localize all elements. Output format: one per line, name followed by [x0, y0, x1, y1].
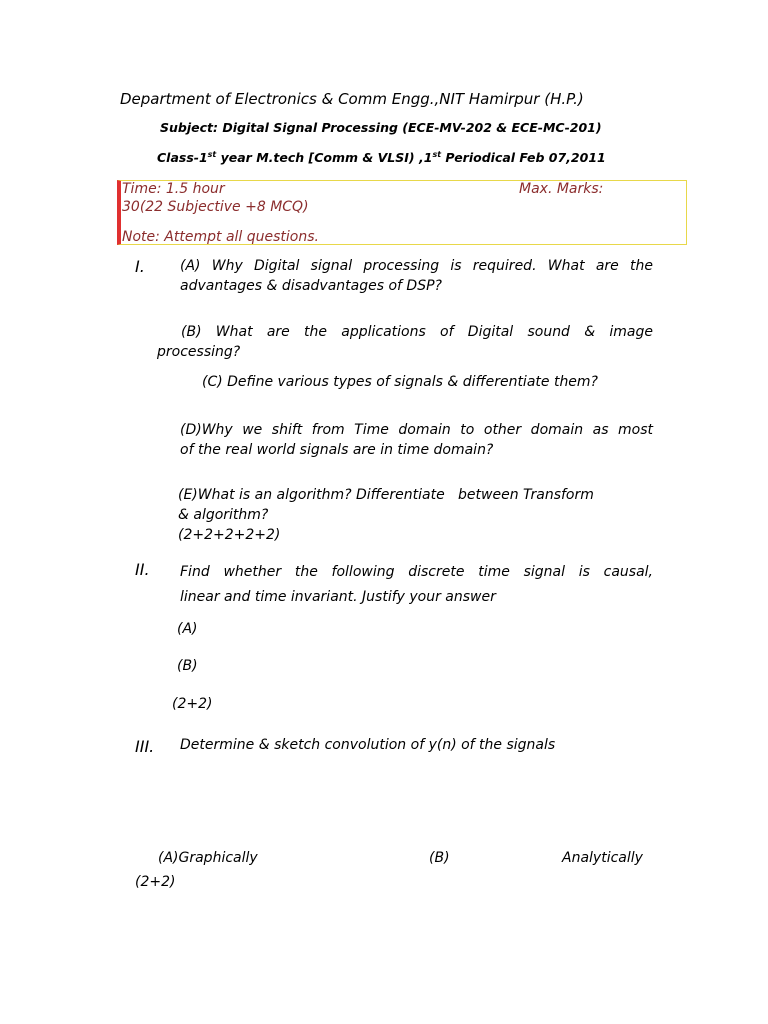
question-1b — [157, 322, 653, 362]
department-title: Department of Electronics & Comm Engg.,NIT Hamirpur (H.P.) — [120, 90, 584, 108]
max-marks-label: Max. Marks: — [519, 181, 604, 197]
question-1d — [180, 420, 653, 460]
marks-detail: 30(22 Subjective +8 MCQ) — [122, 199, 309, 215]
question-2-numeral: II. — [135, 560, 150, 579]
class-suffix: Periodical Feb 07,2011 — [441, 150, 606, 165]
question-1-marks: (2+2+2+2+2) — [178, 527, 281, 543]
question-1a — [180, 256, 653, 296]
question-2-line1: Find whether the following discrete time signal is causal, — [180, 564, 653, 580]
question-3-marks: (2+2) — [135, 874, 176, 890]
question-1d-line1: (D)Why we shift from Time domain to other domain as most — [180, 422, 653, 438]
question-3-analytically: Analytically — [562, 850, 643, 866]
question-1e-line1: (E)What is an algorithm? Differentiate between Transform — [178, 487, 594, 503]
exam-note: Note: Attempt all questions. — [122, 229, 319, 245]
class-middle: year M.tech [Comm & VLSI) ,1 — [216, 150, 433, 165]
question-2a: (A) — [177, 621, 198, 637]
question-3-text: Determine & sketch convolution of y(n) of the signals — [180, 737, 556, 753]
question-1-numeral: I. — [135, 257, 145, 276]
question-1b-line2: processing? — [157, 344, 241, 360]
subject-line: Subject: Digital Signal Processing (ECE-MV-202 & ECE-MC-201) — [160, 120, 602, 135]
question-1e-line2: & algorithm? — [178, 507, 269, 523]
exam-time: Time: 1.5 hour — [122, 181, 225, 197]
question-3-numeral: III. — [135, 737, 155, 756]
question-1b-line1: (B) What are the applications of Digital sound & image — [181, 324, 653, 340]
class-sup-1: st — [207, 149, 217, 159]
question-3b: (B) — [429, 850, 450, 866]
question-3a: (A)Graphically — [158, 850, 258, 866]
class-sup-2: st — [432, 149, 442, 159]
class-prefix: Class-1 — [157, 150, 208, 165]
question-1d-line2: of the real world signals are in time domain? — [180, 442, 494, 458]
question-1e — [178, 485, 648, 545]
question-1a-line1: (A) Why Digital signal processing is required. What are the — [180, 258, 653, 274]
question-2-text — [180, 560, 653, 610]
question-2b: (B) — [177, 658, 198, 674]
question-1c: (C) Define various types of signals & differentiate them? — [202, 374, 598, 390]
class-line — [157, 150, 606, 165]
question-2-line2: linear and time invariant. Justify your answer — [180, 589, 496, 605]
question-1a-line2: advantages & disadvantages of DSP? — [180, 278, 442, 294]
question-2-marks: (2+2) — [172, 696, 213, 712]
